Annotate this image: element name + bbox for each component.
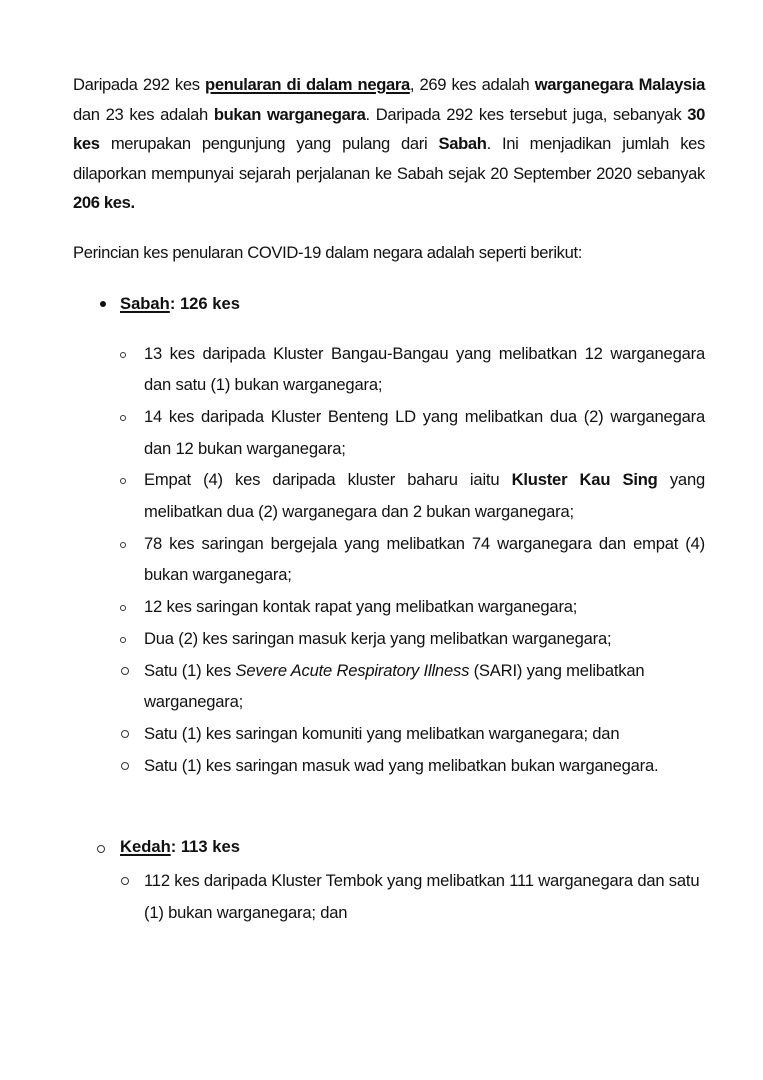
intro-text: . Ini menjadikan jumlah kes dilaporkan mempunyai sejarah perjalanan ke Sabah sejak 20 September 2020 sebanyak bbox=[73, 134, 705, 183]
state-count: : 126 kes bbox=[169, 294, 240, 313]
list-item-text: 112 kes daripada Kluster Tembok yang melibatkan 111 warganegara dan satu (1) bukan warganegara; dan bbox=[144, 870, 700, 922]
list-item bbox=[73, 655, 705, 718]
list-item bbox=[73, 528, 705, 591]
bullet-disc-icon bbox=[100, 301, 106, 307]
list-item bbox=[73, 750, 705, 782]
circle-bullet-icon bbox=[120, 542, 126, 548]
intro-text: dan 23 kes adalah bbox=[73, 104, 214, 124]
circle-bullet-icon bbox=[121, 762, 129, 770]
circle-bullet-icon bbox=[120, 637, 126, 643]
state-heading-kedah bbox=[73, 832, 705, 862]
list-item bbox=[73, 623, 705, 655]
state-name: Sabah bbox=[120, 294, 170, 313]
intro-bold-text: warganegara Malaysia bbox=[534, 75, 705, 94]
list-item-text: Satu (1) kes bbox=[144, 660, 236, 680]
cluster-name: Kluster Kau Sing bbox=[511, 470, 658, 490]
list-item-text: 14 kes daripada Kluster Benteng LD yang melibatkan dua (2) warganegara dan 12 bukan warganegara; bbox=[144, 406, 705, 458]
list-item-text: 78 kes saringan bergejala yang melibatkan 74 warganegara dan empat (4) bukan warganegara; bbox=[144, 533, 705, 585]
circle-bullet-icon bbox=[120, 478, 126, 484]
list-item bbox=[73, 464, 705, 527]
list-item-text: yang melibatkan dua (2) warganegara dan 2 bukan warganegara; bbox=[144, 470, 705, 522]
list-item bbox=[73, 865, 705, 928]
intro-bold-text: Sabah bbox=[438, 134, 487, 153]
intro-text: , 269 kes adalah bbox=[409, 75, 535, 94]
circle-bullet-icon bbox=[121, 667, 129, 675]
intro-text: Daripada 292 kes bbox=[73, 75, 206, 94]
intro-text: merupakan pengunjung yang pulang dari bbox=[99, 134, 439, 153]
state-heading-sabah bbox=[73, 289, 705, 319]
list-item bbox=[73, 591, 705, 623]
circle-bullet-icon bbox=[121, 877, 129, 885]
intro-bold-text: 30 kes bbox=[73, 104, 706, 153]
list-item bbox=[73, 401, 705, 464]
list-item bbox=[73, 338, 705, 401]
lead-in-paragraph: Perincian kes penularan COVID-19 dalam negara adalah seperti berikut: bbox=[73, 242, 582, 262]
intro-bold-text: bukan warganegara bbox=[213, 104, 366, 124]
intro-text: . Daripada 292 kes tersebut juga, sebanyak bbox=[365, 104, 688, 124]
circle-bullet-icon bbox=[97, 845, 105, 853]
list-item-text: 12 kes saringan kontak rapat yang melibatkan warganegara; bbox=[144, 597, 578, 617]
state-count: : 113 kes bbox=[170, 837, 240, 857]
kedah-case-list bbox=[73, 865, 705, 928]
list-item-text: 13 kes daripada Kluster Bangau-Bangau yang melibatkan 12 warganegara dan satu (1) bukan warganegara; bbox=[144, 343, 705, 395]
list-item-text: Satu (1) kes saringan masuk wad yang melibatkan bukan warganegara. bbox=[144, 755, 659, 775]
circle-bullet-icon bbox=[120, 605, 126, 611]
document-page bbox=[73, 70, 705, 928]
list-item bbox=[73, 718, 705, 750]
circle-bullet-icon bbox=[120, 415, 126, 421]
circle-bullet-icon bbox=[121, 730, 129, 738]
list-item-text: Dua (2) kes saringan masuk kerja yang melibatkan warganegara; bbox=[144, 628, 612, 648]
list-item-text: (SARI) yang melibatkan warganegara; bbox=[144, 660, 645, 712]
state-name: Kedah bbox=[120, 837, 171, 857]
list-item-text: Empat (4) kes daripada kluster baharu iaitu bbox=[144, 470, 512, 490]
illness-name: Severe Acute Respiratory Illness bbox=[235, 660, 470, 680]
intro-bold-text: 206 kes. bbox=[73, 193, 135, 212]
list-item-text: Satu (1) kes saringan komuniti yang melibatkan warganegara; dan bbox=[144, 723, 620, 743]
circle-bullet-icon bbox=[120, 352, 126, 358]
sabah-case-list bbox=[73, 338, 705, 782]
intro-underlined-text: penularan di dalam negara bbox=[205, 75, 410, 94]
intro-paragraph bbox=[73, 70, 705, 218]
